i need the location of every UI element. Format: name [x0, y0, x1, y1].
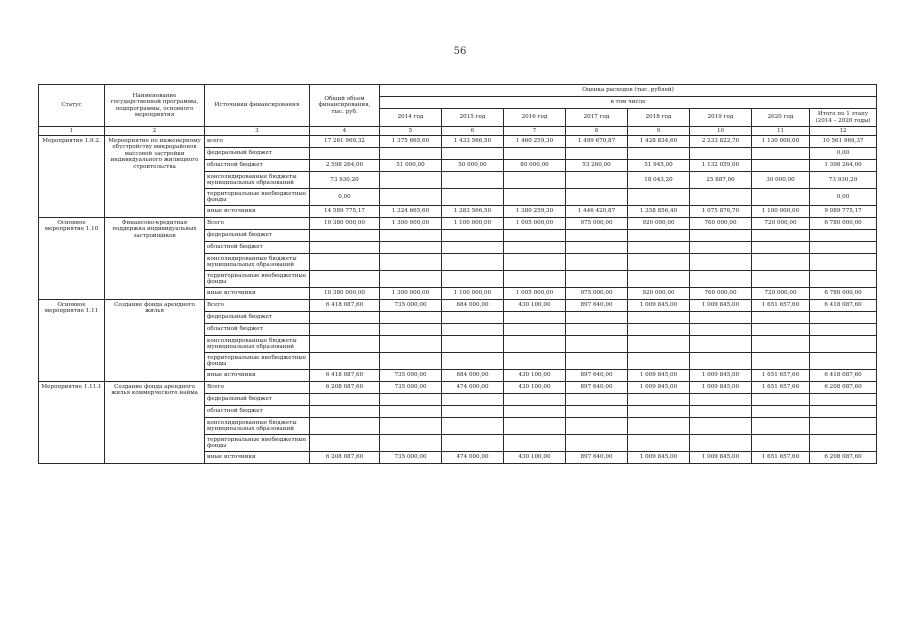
year-value: [504, 394, 566, 406]
year-value: [504, 418, 566, 435]
header-year: 2017 год: [566, 109, 628, 127]
year-value: 50 000,00: [442, 160, 504, 172]
year-value: 430 100,00: [504, 300, 566, 312]
header-including: в том числе: [380, 97, 877, 109]
funding-source: федеральный бюджет: [205, 394, 310, 406]
year-value: [752, 418, 810, 435]
total-value: [310, 435, 380, 452]
year-value: [752, 312, 810, 324]
year-value: [752, 230, 810, 242]
total-value: 0,00: [310, 189, 380, 206]
total-value: 10 380 000,00: [310, 218, 380, 230]
stage-total-value: [810, 394, 877, 406]
year-value: [380, 353, 442, 370]
year-value: 30 000,00: [752, 172, 810, 189]
stage-total-value: 6 780 000,00: [810, 218, 877, 230]
funding-source: консолидированные бюджеты муниципальных образований: [205, 336, 310, 353]
year-value: 18 043,20: [628, 172, 690, 189]
total-value: [310, 312, 380, 324]
year-value: [380, 324, 442, 336]
year-value: [566, 172, 628, 189]
column-number: 2: [105, 127, 205, 136]
year-value: 720 000,00: [752, 288, 810, 300]
year-value: [442, 394, 504, 406]
year-value: [380, 242, 442, 254]
year-value: 80 000,00: [504, 160, 566, 172]
year-value: 430 100,00: [504, 452, 566, 464]
year-value: 684 000,00: [442, 300, 504, 312]
year-value: [504, 435, 566, 452]
year-value: [628, 312, 690, 324]
header-year: 2016 год: [504, 109, 566, 127]
block-name: Мероприятие по инженерному обустройству микрорайонов массовой застройки индивидуального жилищного строительства: [105, 136, 205, 218]
total-value: 6 418 087,60: [310, 300, 380, 312]
year-value: 1 075 876,70: [690, 206, 752, 218]
header-year: 2015 год: [442, 109, 504, 127]
page-number: 56: [453, 46, 467, 57]
year-value: [628, 254, 690, 271]
stage-total-value: [810, 254, 877, 271]
year-value: [504, 324, 566, 336]
funding-source: областной бюджет: [205, 324, 310, 336]
total-value: 17 261 969,32: [310, 136, 380, 148]
column-number: 6: [442, 127, 504, 136]
year-value: 1 446 420,87: [566, 206, 628, 218]
header-year: Итого по 1 этапу (2014 – 2020 годы): [810, 109, 877, 127]
column-number: 8: [566, 127, 628, 136]
year-value: [504, 336, 566, 353]
year-value: [442, 242, 504, 254]
year-value: 1 300 000,00: [380, 218, 442, 230]
year-value: 920 000,00: [628, 288, 690, 300]
year-value: [566, 324, 628, 336]
year-value: 1 383 566,50: [442, 206, 504, 218]
total-value: 14 589 775,17: [310, 206, 380, 218]
year-value: [442, 312, 504, 324]
stage-total-value: 1 398 264,00: [810, 160, 877, 172]
total-value: [310, 353, 380, 370]
table-header: [39, 85, 877, 136]
year-value: [690, 242, 752, 254]
year-value: [504, 312, 566, 324]
total-value: 6 208 087,60: [310, 452, 380, 464]
column-number: 9: [628, 127, 690, 136]
year-value: 1 100 000,00: [442, 288, 504, 300]
year-value: 1 009 845,00: [628, 382, 690, 394]
year-value: [628, 242, 690, 254]
stage-total-value: [810, 336, 877, 353]
stage-total-value: 0,00: [810, 148, 877, 160]
stage-total-value: 6 418 087,60: [810, 300, 877, 312]
funding-source: федеральный бюджет: [205, 148, 310, 160]
total-value: [310, 324, 380, 336]
year-value: [442, 271, 504, 288]
year-value: 735 000,00: [380, 300, 442, 312]
funding-source: иные источники: [205, 370, 310, 382]
funding-source: территориальные внебюджетные фонды: [205, 353, 310, 370]
year-value: 760 000,00: [690, 288, 752, 300]
year-value: [442, 148, 504, 160]
table-row: [39, 300, 877, 312]
year-value: 53 260,00: [566, 160, 628, 172]
year-value: 1 358 856,40: [628, 206, 690, 218]
funding-source: областной бюджет: [205, 242, 310, 254]
year-value: 1 100 000,00: [442, 218, 504, 230]
block-status: Основное мероприятие 1.10: [39, 218, 105, 300]
column-number: 12: [810, 127, 877, 136]
year-value: 975 000,00: [566, 288, 628, 300]
block-name: Создание фонда арендного жилья коммерческого найма: [105, 382, 205, 464]
year-value: [690, 406, 752, 418]
stage-total-value: 10 561 969,37: [810, 136, 877, 148]
year-value: [504, 406, 566, 418]
year-value: 1 460 259,30: [504, 136, 566, 148]
header-name: Наименование государственной программы, подпрограммы, основного мероприятия: [105, 85, 205, 127]
funding-source: территориальные внебюджетные фонды: [205, 189, 310, 206]
year-value: [442, 353, 504, 370]
stage-total-value: [810, 418, 877, 435]
year-value: [628, 336, 690, 353]
stage-total-value: 6 418 087,60: [810, 370, 877, 382]
year-value: [628, 418, 690, 435]
year-value: [442, 435, 504, 452]
total-value: [310, 230, 380, 242]
year-value: [752, 254, 810, 271]
funding-source: территориальные внебюджетные фонды: [205, 271, 310, 288]
funding-source: всего: [205, 136, 310, 148]
year-value: 474 000,00: [442, 452, 504, 464]
year-value: [752, 148, 810, 160]
total-value: [310, 406, 380, 418]
year-value: 1 005 000,00: [504, 288, 566, 300]
year-value: [566, 353, 628, 370]
year-value: 1 300 000,00: [380, 288, 442, 300]
budget-table: [38, 84, 877, 464]
year-value: 897 640,00: [566, 382, 628, 394]
year-value: [380, 394, 442, 406]
stage-total-value: [810, 242, 877, 254]
year-value: [752, 271, 810, 288]
header-total: Общий объем финансирования, тыс. руб.: [310, 85, 380, 127]
year-value: [628, 271, 690, 288]
year-value: 1 009 845,00: [628, 452, 690, 464]
column-number: 4: [310, 127, 380, 136]
year-value: [566, 394, 628, 406]
funding-source: областной бюджет: [205, 160, 310, 172]
year-value: 1 651 657,60: [752, 452, 810, 464]
year-value: [566, 189, 628, 206]
year-value: [690, 336, 752, 353]
year-value: [380, 254, 442, 271]
funding-source: Всего: [205, 300, 310, 312]
year-value: [566, 230, 628, 242]
year-value: [752, 189, 810, 206]
year-value: [628, 230, 690, 242]
year-value: [504, 148, 566, 160]
stage-total-value: 0,00: [810, 189, 877, 206]
year-value: [628, 435, 690, 452]
year-value: [504, 254, 566, 271]
header-status: Статус: [39, 85, 105, 127]
year-value: 1 324 665,60: [380, 206, 442, 218]
funding-source: федеральный бюджет: [205, 230, 310, 242]
funding-source: иные источники: [205, 452, 310, 464]
year-value: [380, 406, 442, 418]
year-value: [752, 394, 810, 406]
year-value: 430 100,00: [504, 370, 566, 382]
column-number: 5: [380, 127, 442, 136]
funding-source: Всего: [205, 382, 310, 394]
year-value: [442, 230, 504, 242]
year-value: [566, 435, 628, 452]
year-value: [690, 394, 752, 406]
year-value: 720 000,00: [752, 218, 810, 230]
year-value: [690, 271, 752, 288]
budget-table-container: [38, 84, 876, 464]
year-value: 1 009 845,00: [690, 300, 752, 312]
funding-source: Всего: [205, 218, 310, 230]
year-value: [628, 406, 690, 418]
year-value: [690, 312, 752, 324]
header-year: 2020 год: [752, 109, 810, 127]
year-value: [442, 189, 504, 206]
year-value: 51 000,00: [380, 160, 442, 172]
year-value: 684 000,00: [442, 370, 504, 382]
column-number: 11: [752, 127, 810, 136]
year-value: [380, 312, 442, 324]
table-row: [39, 136, 877, 148]
block-status: Мероприятие 1.11.1: [39, 382, 105, 464]
year-value: 1 651 657,60: [752, 300, 810, 312]
column-number: 7: [504, 127, 566, 136]
year-value: [690, 189, 752, 206]
stage-total-value: 6 208 087,60: [810, 452, 877, 464]
year-value: [566, 406, 628, 418]
year-value: 1 100 000,00: [752, 206, 810, 218]
year-value: 735 000,00: [380, 452, 442, 464]
year-value: [752, 435, 810, 452]
year-value: [628, 148, 690, 160]
stage-total-value: 9 089 775,17: [810, 206, 877, 218]
year-value: 920 000,00: [628, 218, 690, 230]
total-value: 2 598 264,00: [310, 160, 380, 172]
block-name: Создание фонда арендного жилья: [105, 300, 205, 382]
header-year: 2019 год: [690, 109, 752, 127]
year-value: [442, 172, 504, 189]
stage-total-value: [810, 324, 877, 336]
funding-source: консолидированные бюджеты муниципальных образований: [205, 172, 310, 189]
year-value: [628, 324, 690, 336]
year-value: [690, 418, 752, 435]
total-value: [310, 254, 380, 271]
year-value: 2 233 822,70: [690, 136, 752, 148]
year-value: 1 009 845,00: [628, 300, 690, 312]
year-value: [380, 336, 442, 353]
year-value: [566, 418, 628, 435]
year-value: [752, 336, 810, 353]
table-body: [39, 136, 877, 464]
funding-source: территориальные внебюджетные фонды: [205, 435, 310, 452]
column-number: 10: [690, 127, 752, 136]
year-value: 1 009 845,00: [690, 452, 752, 464]
year-value: [504, 230, 566, 242]
year-value: [504, 271, 566, 288]
header-estimates: Оценка расходов (тыс. рублей): [380, 85, 877, 97]
funding-source: иные источники: [205, 206, 310, 218]
year-value: [380, 172, 442, 189]
total-value: 73 930,20: [310, 172, 380, 189]
header-year: 2014 год: [380, 109, 442, 127]
total-value: [310, 242, 380, 254]
year-value: [690, 254, 752, 271]
total-value: [310, 148, 380, 160]
year-value: 1 651 657,60: [752, 370, 810, 382]
stage-total-value: [810, 435, 877, 452]
year-value: [442, 324, 504, 336]
header-column-numbers: [39, 127, 877, 136]
year-value: [752, 353, 810, 370]
year-value: [380, 435, 442, 452]
year-value: [380, 189, 442, 206]
year-value: [628, 394, 690, 406]
year-value: [504, 172, 566, 189]
total-value: 10 380 000,00: [310, 288, 380, 300]
year-value: [566, 271, 628, 288]
year-value: [442, 336, 504, 353]
header-year: 2018 год: [628, 109, 690, 127]
year-value: [380, 271, 442, 288]
year-value: 975 000,00: [566, 218, 628, 230]
year-value: [752, 242, 810, 254]
header-source: Источники финансирования: [205, 85, 310, 127]
total-value: [310, 336, 380, 353]
year-value: 1 380 259,30: [504, 206, 566, 218]
year-value: 1 009 845,00: [628, 370, 690, 382]
year-value: 897 640,00: [566, 370, 628, 382]
year-value: 51 945,00: [628, 160, 690, 172]
stage-total-value: 73 930,20: [810, 172, 877, 189]
funding-source: областной бюджет: [205, 406, 310, 418]
year-value: [566, 254, 628, 271]
year-value: [566, 148, 628, 160]
block-status: Мероприятие 1.9.2.: [39, 136, 105, 218]
year-value: [690, 148, 752, 160]
stage-total-value: 6 208 087,60: [810, 382, 877, 394]
year-value: [504, 189, 566, 206]
year-value: [752, 160, 810, 172]
stage-total-value: [810, 271, 877, 288]
year-value: 1 499 670,87: [566, 136, 628, 148]
year-value: 430 100,00: [504, 382, 566, 394]
year-value: 474 000,00: [442, 382, 504, 394]
year-value: 1 428 834,60: [628, 136, 690, 148]
year-value: [690, 230, 752, 242]
block-status: Основное мероприятие 1.11: [39, 300, 105, 382]
year-value: 1 009 845,00: [690, 382, 752, 394]
year-value: [442, 254, 504, 271]
stage-total-value: 6 780 000,00: [810, 288, 877, 300]
total-value: 6 418 087,60: [310, 370, 380, 382]
year-value: [566, 242, 628, 254]
year-value: 897 640,00: [566, 300, 628, 312]
year-value: 1 130 000,00: [752, 136, 810, 148]
table-row: [39, 218, 877, 230]
year-value: 1 009 845,00: [690, 370, 752, 382]
year-value: 1 433 566,50: [442, 136, 504, 148]
year-value: [690, 353, 752, 370]
funding-source: иные источники: [205, 288, 310, 300]
year-value: 735 000,00: [380, 382, 442, 394]
year-value: [690, 324, 752, 336]
year-value: [628, 189, 690, 206]
year-value: [380, 230, 442, 242]
table-row: [39, 382, 877, 394]
column-number: 1: [39, 127, 105, 136]
column-number: 3: [205, 127, 310, 136]
year-value: [566, 312, 628, 324]
block-name: Финансово-кредитная поддержка индивидуальных застройщиков: [105, 218, 205, 300]
year-value: 1 651 657,60: [752, 382, 810, 394]
funding-source: консолидированные бюджеты муниципальных образований: [205, 254, 310, 271]
year-value: 1 132 059,00: [690, 160, 752, 172]
year-value: [628, 353, 690, 370]
year-value: [380, 148, 442, 160]
total-value: [310, 271, 380, 288]
year-value: 760 000,00: [690, 218, 752, 230]
stage-total-value: [810, 353, 877, 370]
year-value: [504, 242, 566, 254]
total-value: 6 208 087,60: [310, 382, 380, 394]
total-value: [310, 394, 380, 406]
year-value: [380, 418, 442, 435]
year-value: [566, 336, 628, 353]
total-value: [310, 418, 380, 435]
year-value: 25 887,00: [690, 172, 752, 189]
year-value: 735 000,00: [380, 370, 442, 382]
year-value: [504, 353, 566, 370]
funding-source: федеральный бюджет: [205, 312, 310, 324]
stage-total-value: [810, 406, 877, 418]
funding-source: консолидированные бюджеты муниципальных образований: [205, 418, 310, 435]
stage-total-value: [810, 230, 877, 242]
year-value: [442, 406, 504, 418]
year-value: 1 375 665,60: [380, 136, 442, 148]
year-value: [752, 406, 810, 418]
year-value: [442, 418, 504, 435]
year-value: 1 005 000,00: [504, 218, 566, 230]
year-value: 897 640,00: [566, 452, 628, 464]
year-value: [690, 435, 752, 452]
stage-total-value: [810, 312, 877, 324]
year-value: [752, 324, 810, 336]
